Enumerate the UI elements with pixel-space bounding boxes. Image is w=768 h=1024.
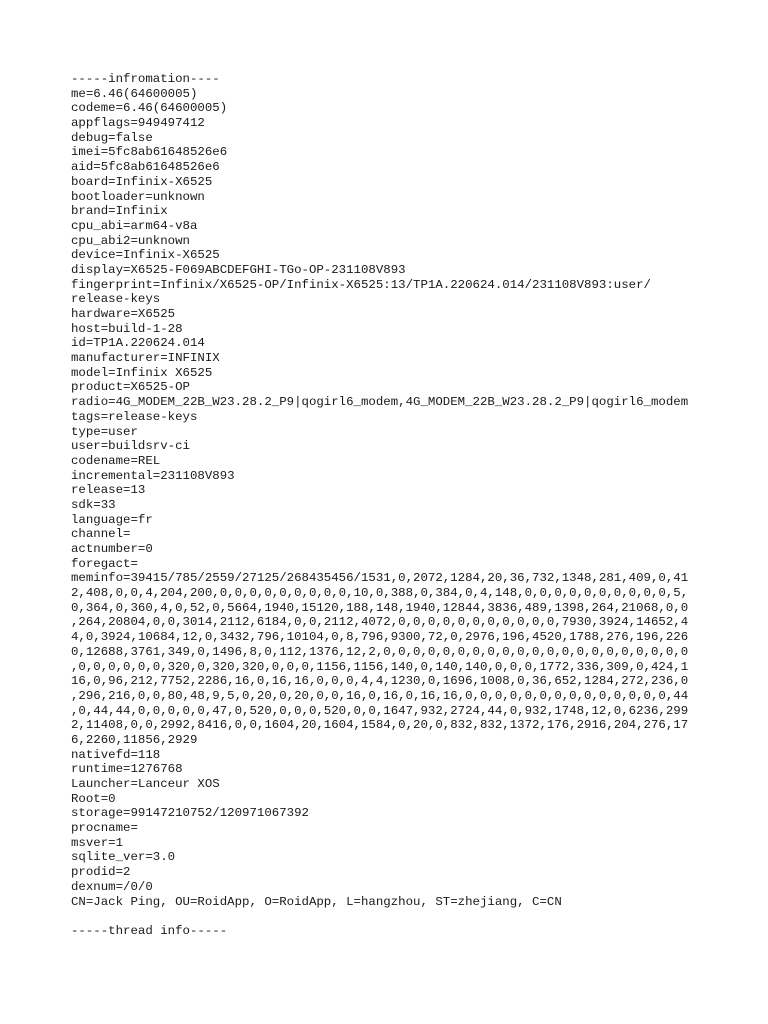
info-line: type=user <box>71 424 138 439</box>
info-line: ,0,0,0,0,0,0,320,0,320,320,0,0,0,1156,1156,140,0,140,140,0,0,0,1772,336,309,0,424,1 <box>71 659 689 674</box>
info-line: msver=1 <box>71 835 124 850</box>
info-line: device=Infinix-X6525 <box>71 248 220 263</box>
info-line: imei=5fc8ab61648526e6 <box>71 145 228 160</box>
info-line: bootloader=unknown <box>71 189 205 204</box>
info-line: aid=5fc8ab61648526e6 <box>71 160 220 175</box>
info-line: language=fr <box>71 512 153 527</box>
info-line: id=TP1A.220624.014 <box>71 336 205 351</box>
info-line: hardware=X6525 <box>71 307 176 321</box>
info-line: dexnum=/0/0 <box>71 879 153 894</box>
info-line: release=13 <box>71 483 146 498</box>
info-line: ,296,216,0,0,80,48,9,5,0,20,0,20,0,0,16,0,16,0,16,16,0,0,0,0,0,0,0,0,0,0,0,0,0,0,44 <box>71 688 689 703</box>
info-line: host=build-1-28 <box>71 321 183 336</box>
info-line: codename=REL <box>71 453 161 468</box>
info-line: me=6.46(64600005) <box>71 86 198 101</box>
info-line: tags=release-keys <box>71 409 198 424</box>
info-line: appflags=949497412 <box>71 116 205 131</box>
info-line: display=X6525-F069ABCDEFGHI-TGo-OP-231108V893 <box>71 262 406 277</box>
info-line: board=Infinix-X6525 <box>71 174 213 189</box>
info-line: 6,2260,11856,2929 <box>71 732 198 747</box>
info-line: 16,0,96,212,7752,2286,16,0,16,16,0,0,0,4,4,1230,0,1696,1008,0,36,652,1284,272,236,0 <box>71 674 689 689</box>
info-line: 0,12688,3761,349,0,1496,8,0,112,1376,12,2,0,0,0,0,0,0,0,0,0,0,0,0,0,0,0,0,0,0,0,0,0 <box>71 644 689 659</box>
info-line: meminfo=39415/785/2559/27125/268435456/1531,0,2072,1284,20,36,732,1348,281,409,0,41 <box>71 571 689 586</box>
info-line: 0,364,0,360,4,0,52,0,5664,1940,15120,188,148,1940,12844,3836,489,1398,264,21068,0,0 <box>71 600 689 615</box>
blank-line <box>71 909 701 924</box>
info-line: model=Infinix X6525 <box>71 365 213 380</box>
info-line: 2,11408,0,0,2992,8416,0,0,1604,20,1604,1584,0,20,0,832,832,1372,176,2916,204,276,17 <box>71 718 689 733</box>
info-line: 2,408,0,0,4,204,200,0,0,0,0,0,0,0,0,0,10,0,388,0,384,0,4,148,0,0,0,0,0,0,0,0,0,0,5, <box>71 586 689 601</box>
info-line: nativefd=118 <box>71 747 161 762</box>
info-line: codeme=6.46(64600005) <box>71 101 228 116</box>
info-line: CN=Jack Ping, OU=RoidApp, O=RoidApp, L=hangzhou, ST=zhejiang, C=CN <box>71 894 562 909</box>
info-line: sdk=33 <box>71 497 116 512</box>
log-document <box>71 72 701 939</box>
info-line: storage=99147210752/120971067392 <box>71 806 309 821</box>
info-line: actnumber=0 <box>71 542 153 556</box>
info-line: fingerprint=Infinix/X6525-OP/Infinix-X6525:13/TP1A.220624.014/231108V893:user/ <box>71 277 651 292</box>
info-line: ,264,20804,0,0,3014,2112,6184,0,0,2112,4072,0,0,0,0,0,0,0,0,0,0,0,7930,3924,14652,4 <box>71 615 689 630</box>
info-line: sqlite_ver=3.0 <box>71 850 176 865</box>
info-line: ,0,44,44,0,0,0,0,0,47,0,520,0,0,0,520,0,0,1647,932,2724,44,0,932,1748,12,0,6236,299 <box>71 703 689 718</box>
info-line: prodid=2 <box>71 865 131 880</box>
section-header-thread-info: -----thread info----- <box>71 923 228 938</box>
info-lines <box>71 87 701 910</box>
info-line: cpu_abi2=unknown <box>71 233 190 248</box>
info-line: channel= <box>71 527 131 542</box>
info-line: release-keys <box>71 292 161 307</box>
info-line: Launcher=Lanceur XOS <box>71 777 220 791</box>
info-line: 4,0,3924,10684,12,0,3432,796,10104,0,8,796,9300,72,0,2976,196,4520,1788,276,196,226 <box>71 630 689 645</box>
info-line: user=buildsrv-ci <box>71 439 190 454</box>
info-line: manufacturer=INFINIX <box>71 351 220 366</box>
info-line: brand=Infinix <box>71 204 168 219</box>
info-line: Root=0 <box>71 791 116 806</box>
info-line: radio=4G_MODEM_22B_W23.28.2_P9|qogirl6_modem,4G_MODEM_22B_W23.28.2_P9|qogirl6_modem <box>71 395 689 410</box>
info-line: procname= <box>71 821 138 836</box>
info-line: foregact= <box>71 556 138 571</box>
section-header-information: -----infromation---- <box>71 72 220 86</box>
info-line: incremental=231108V893 <box>71 468 235 483</box>
info-line: product=X6525-OP <box>71 380 190 395</box>
info-line: cpu_abi=arm64-v8a <box>71 218 198 233</box>
info-line: debug=false <box>71 130 153 145</box>
info-line: runtime=1276768 <box>71 762 183 777</box>
